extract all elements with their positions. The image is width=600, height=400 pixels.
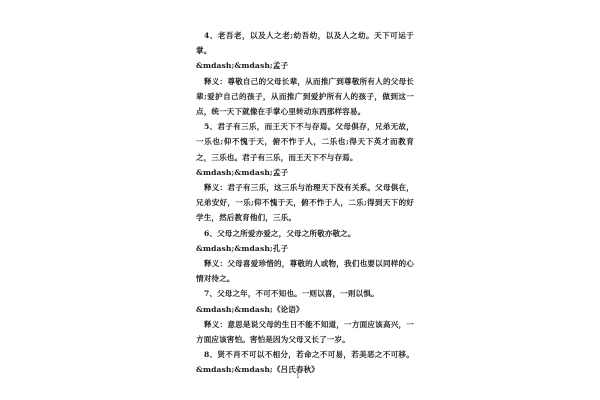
explanation-paragraph: 释义：父母喜爱珍惜的，尊敬的人或物，我们也要以同样的心情对待之。 — [196, 259, 414, 284]
paragraph-item-5: 5、君子有三乐，而王天下不与存焉。父母俱存，兄弟无故，一乐也;仰不愧于天，俯不怍于人，二乐也;得天下英才而教育之，三乐也。君子有三乐，而王天下不与存焉。 — [196, 122, 414, 162]
document-body — [196, 28, 414, 378]
page-number: 1 — [296, 373, 300, 380]
explanation-paragraph: 释义：尊敬自己的父母长辈，从而推广到尊敬所有人的父母长辈;爱护自己的孩子，从而推广到爱护所有人的孩子，做到这一点，统一天下就像在手掌心里转动东西那样容易。 — [196, 76, 414, 117]
paragraph-item-8: 8、贤不肖不可以不相分，若命之不可易，若美恶之不可移。&mdash;&mdash;《吕氏春秋》 — [196, 350, 414, 375]
paragraph-item-6: 6、父母之所爱亦爱之，父母之所敬亦敬之。 — [204, 228, 356, 238]
paragraph-item-7: 7、父母之年，不可不知也。一则以喜，一则以惧。 — [204, 289, 379, 299]
explanation-paragraph: 释义：君子有三乐，这三乐与治理天下没有关系。父母俱在，兄弟安好，一乐;仰不愧于天，俯不怍于人，二乐;得到天下的好学生，然后教育他们，三乐。 — [196, 183, 414, 223]
source-attribution: &mdash;&mdash;孟子 — [196, 167, 289, 177]
source-attribution: &mdash;&mdash;孔子 — [196, 243, 289, 253]
source-attribution: &mdash;&mdash;孟子 — [196, 61, 289, 71]
paragraph-item-4: 4、老吾老，以及人之老;幼吾幼，以及人之幼。天下可运于掌。 — [196, 31, 414, 56]
explanation-paragraph: 释义：意思是说父母的生日不能不知道，一方面应该高兴，一方面应该害怕。害怕是因为父母又长了一岁。 — [196, 319, 414, 345]
source-attribution: &mdash;&mdash;《论语》 — [196, 304, 304, 314]
